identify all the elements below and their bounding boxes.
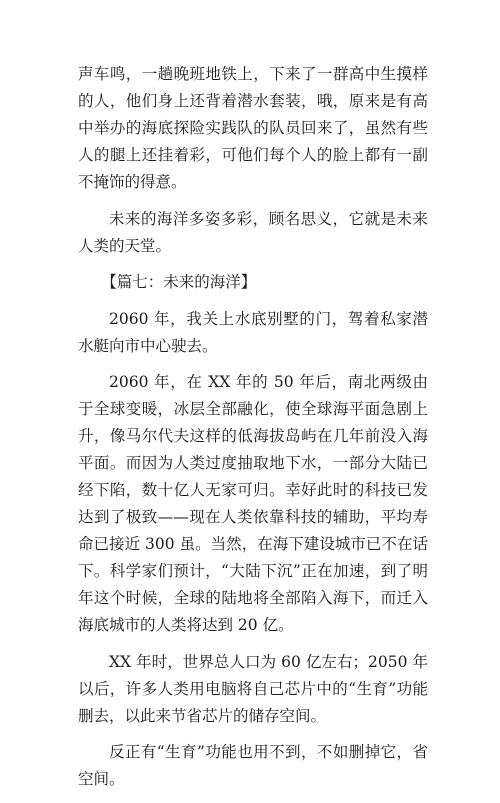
paragraph-2: 未来的海洋多姿多彩，顾名思义，它就是未来人类的天堂。 xyxy=(78,209,428,255)
paragraph-5: XX 年时，世界总人口为 60 亿左右；2050 年以后，许多人类用电脑将自己芯片中的“生育”功能删去，以此来节省芯片的储存空间。 xyxy=(78,652,428,725)
paragraph-6: 反正有“生育”功能也用不到，不如删掉它，省空间。 xyxy=(78,743,428,788)
section-heading: 【篇七：未来的海洋】 xyxy=(101,273,257,291)
paragraph-3: 2060 年，我关上水底别墅的门，驾着私家潜水艇向市中心驶去。 xyxy=(78,309,428,355)
paragraph-1: 声车鸣，一趟晚班地铁上，下来了一群高中生摸样的人，他们身上还背着潜水套装，哦，原来是有高中举办的海底探险实践队的队员回来了，虽然有些人的腿上还挂着彩，可他们每个人的脸上都有一副不掩饰的得意。 xyxy=(78,65,428,191)
paragraph-4: 2060 年，在 XX 年的 50 年后，南北两级由于全球变暖，冰层全部融化，使全球海平面急剧上升，像马尔代夫这样的低海拔岛屿在几年前没入海平面。而因为人类过度抽取地下水，一部分大陆已经下陷，数十亿人无家可归。幸好此时的科技已发达到了极致——现在人类依靠科技的辅助，平均寿命已接近 300 虽。当然，在海下建设城市已不在话下。科学家们预计，“大陆下沉”正在加速，到了明年这个时候，全球的陆地将全部陷入海下，而迁入海底城市的人类将达到 20 亿。 xyxy=(78,373,428,634)
document-body xyxy=(78,61,428,803)
